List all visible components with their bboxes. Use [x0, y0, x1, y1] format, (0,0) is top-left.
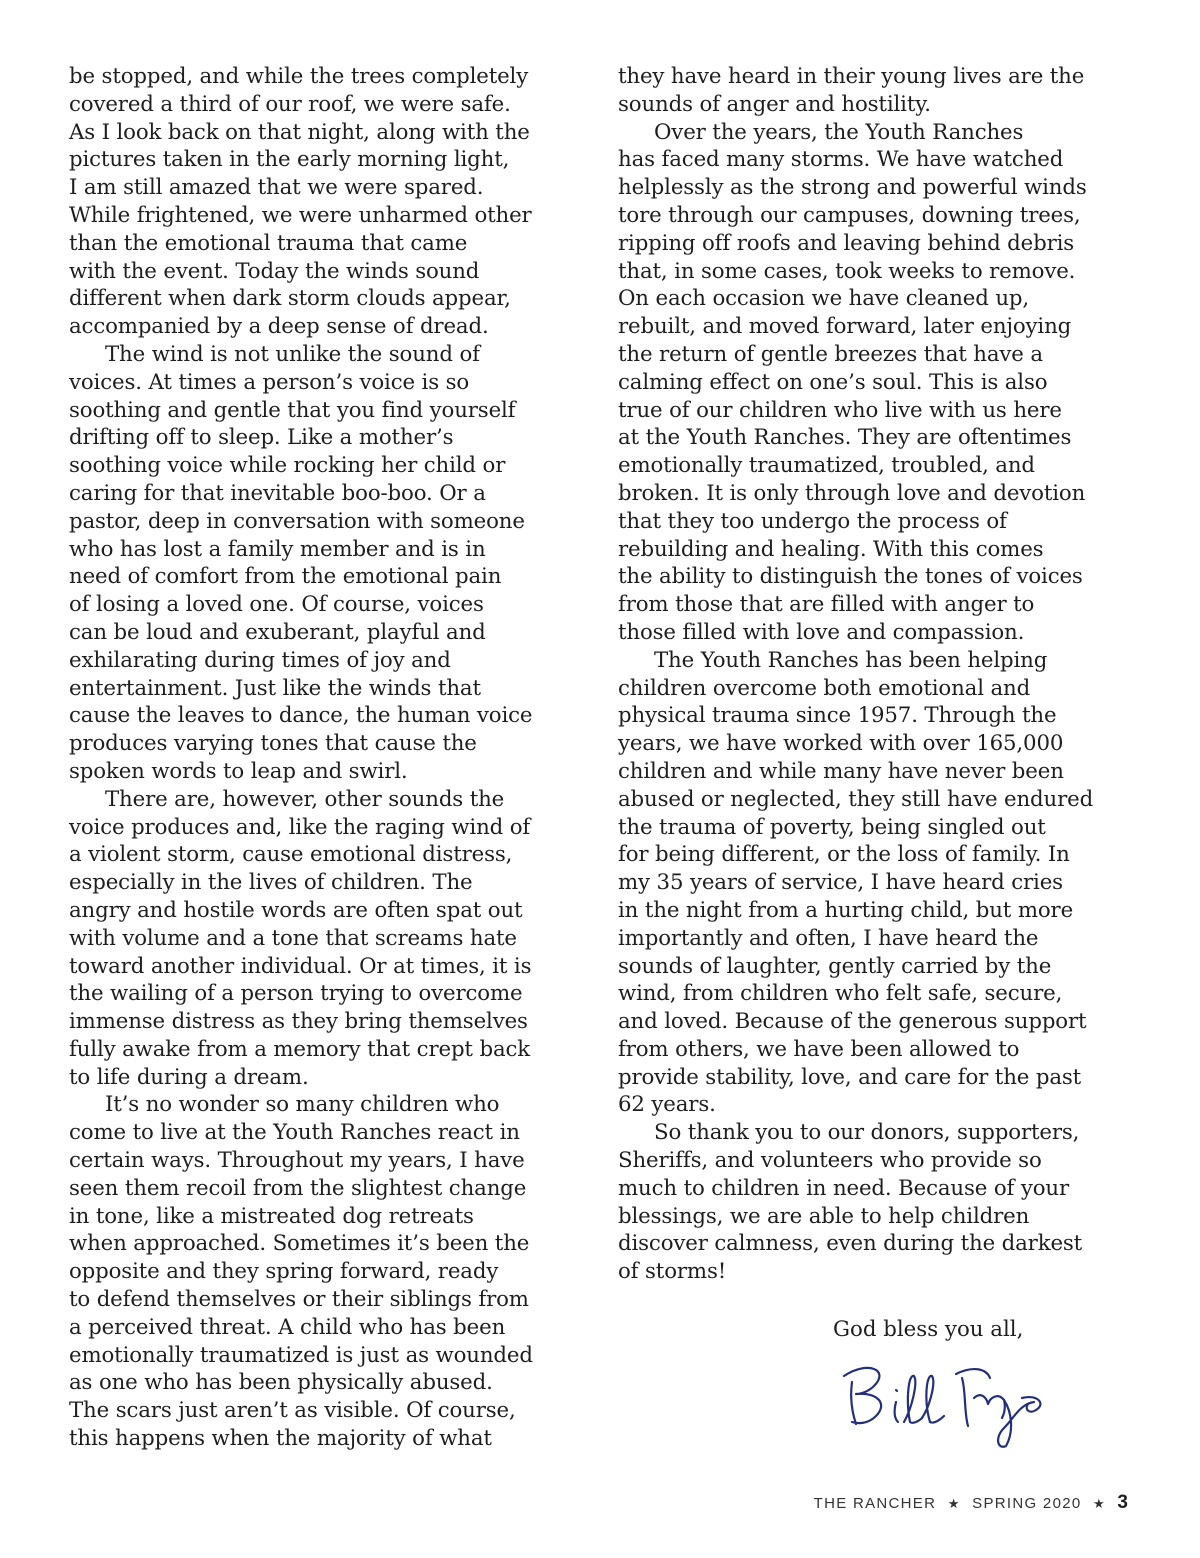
text-line: with the event. Today the winds sound [69, 258, 480, 284]
text-line: when approached. Sometimes it’s been the [69, 1231, 530, 1257]
publication-name: THE RANCHER [813, 1495, 937, 1512]
text-line: pastor, deep in conversation with someone [69, 508, 525, 534]
text-line: they have heard in their young lives are the [618, 64, 1085, 89]
text-line: toward another individual. Or at times, it is [69, 953, 532, 979]
text-line: certain ways. Throughout my years, I have [69, 1148, 525, 1174]
text-line: The scars just aren’t as visible. Of course, [69, 1398, 516, 1424]
text-line: a perceived threat. A child who has been [69, 1314, 506, 1340]
text-line: rebuilt, and moved forward, later enjoying [618, 314, 1072, 340]
text-line: So thank you to our donors, supporters, [654, 1120, 1080, 1146]
text-line: calming effect on one’s soul. This is also [618, 369, 1048, 395]
text-line: in tone, like a mistreated dog retreats [69, 1203, 474, 1229]
text-line: opposite and they spring forward, ready [69, 1259, 499, 1285]
text-line: as one who has been physically abused. [69, 1370, 493, 1396]
text-line: spoken words to leap and swirl. [69, 758, 408, 784]
text-line: that, in some cases, took weeks to remove. [618, 258, 1076, 284]
text-line: sounds of anger and hostility. [618, 91, 931, 117]
text-line: and loved. Because of the generous support [618, 1009, 1087, 1035]
text-line: especially in the lives of children. The [69, 870, 473, 896]
text-line: I am still amazed that we were spared. [69, 175, 484, 201]
text-line: provide stability, love, and care for the past [618, 1064, 1082, 1090]
text-line: to defend themselves or their siblings from [69, 1287, 529, 1313]
text-line: who has lost a family member and is in [69, 536, 486, 562]
text-line: rebuilding and healing. With this comes [618, 536, 1044, 562]
text-line: my 35 years of service, I have heard cries [618, 870, 1063, 896]
text-line: Over the years, the Youth Ranches [654, 119, 1024, 145]
text-line: tore through our campuses, downing trees, [618, 202, 1081, 228]
page-number: 3 [1117, 1492, 1128, 1513]
text-line: cause the leaves to dance, the human voice [69, 703, 533, 729]
text-line: children and while many have never been [618, 758, 1064, 784]
text-line: emotionally traumatized is just as wounded [69, 1342, 533, 1368]
text-line: covered a third of our roof, we were safe. [69, 91, 511, 117]
text-line: drifting off to sleep. Like a mother’s [69, 425, 454, 451]
text-line: blessings, we are able to help children [618, 1203, 1030, 1229]
text-line: entertainment. Just like the winds that [69, 675, 481, 701]
text-line: has faced many storms. We have watched [618, 147, 1064, 173]
text-line: As I look back on that night, along with the [69, 119, 530, 145]
text-line: produces varying tones that cause the [69, 731, 477, 757]
text-line: ripping off roofs and leaving behind debris [618, 230, 1075, 256]
text-line: The Youth Ranches has been helping [654, 647, 1048, 673]
text-line: soothing and gentle that you find yourself [69, 397, 516, 423]
text-line: fully awake from a memory that crept back [69, 1036, 531, 1062]
text-line: pictures taken in the early morning light, [69, 147, 510, 173]
text-line: that they too undergo the process of [618, 508, 1007, 534]
text-line: There are, however, other sounds the [105, 786, 505, 812]
text-line: much to children in need. Because of your [618, 1175, 1070, 1201]
issue-date: SPRING 2020 [972, 1495, 1082, 1512]
text-line: caring for that inevitable boo-boo. Or a [69, 480, 486, 506]
text-line: true of our children who live with us here [618, 397, 1062, 423]
star-icon: ★ [947, 1496, 961, 1511]
text-line: sounds of laughter, gently carried by the [618, 953, 1052, 979]
text-line: different when dark storm clouds appear, [69, 286, 511, 312]
text-line: angry and hostile words are often spat out [69, 897, 523, 923]
text-line: than the emotional trauma that came [69, 230, 468, 256]
text-line: need of comfort from the emotional pain [69, 564, 502, 590]
star-icon: ★ [1092, 1496, 1106, 1511]
text-line: physical trauma since 1957. Through the [618, 703, 1057, 729]
text-line: emotionally traumatized, troubled, and [618, 453, 1035, 479]
text-line: in the night from a hurting child, but more [618, 897, 1074, 923]
text-line: exhilarating during times of joy and [69, 647, 451, 673]
text-line: Sheriffs, and volunteers who provide so [618, 1148, 1042, 1174]
text-line: to life during a dream. [69, 1064, 309, 1090]
text-line: discover calmness, even during the darkest [618, 1231, 1083, 1257]
text-line: years, we have worked with over 165,000 [618, 731, 1064, 757]
text-line: a violent storm, cause emotional distress, [69, 842, 513, 868]
text-line: broken. It is only through love and devotion [618, 480, 1086, 506]
text-line: be stopped, and while the trees completely [69, 64, 529, 89]
text-line: abused or neglected, they still have endured [618, 786, 1094, 812]
text-line: for being different, or the loss of family. In [618, 842, 1070, 868]
text-line: with volume and a tone that screams hate [69, 925, 517, 951]
text-line: voice produces and, like the raging wind of [69, 814, 531, 840]
right-column [618, 63, 1143, 1286]
text-line: seen them recoil from the slightest change [69, 1175, 527, 1201]
text-line: On each occasion we have cleaned up, [618, 286, 1029, 312]
text-line: come to live at the Youth Ranches react in [69, 1120, 520, 1146]
text-line: wind, from children who felt safe, secure, [618, 981, 1063, 1007]
text-line: the wailing of a person trying to overcome [69, 981, 523, 1007]
text-line: voices. At times a person’s voice is so [69, 369, 470, 395]
text-line: at the Youth Ranches. They are oftentimes [618, 425, 1072, 451]
page-footer [700, 1492, 1128, 1518]
text-line: immense distress as they bring themselves [69, 1009, 528, 1035]
text-line: from others, we have been allowed to [618, 1036, 1020, 1062]
text-line: importantly and often, I have heard the [618, 925, 1039, 951]
text-line: the return of gentle breezes that have a [618, 341, 1043, 367]
text-line: helplessly as the strong and powerful winds [618, 175, 1087, 201]
text-line: It’s no wonder so many children who [105, 1092, 500, 1118]
text-line: of storms! [618, 1259, 727, 1285]
text-line: the trauma of poverty, being singled out [618, 814, 1046, 840]
text-line: this happens when the majority of what [69, 1426, 492, 1452]
closing-salutation: God bless you all, [833, 1317, 1024, 1342]
text-line: While frightened, we were unharmed other [69, 202, 532, 228]
text-line: soothing voice while rocking her child or [69, 453, 506, 479]
text-line: the ability to distinguish the tones of voices [618, 564, 1083, 590]
text-line: can be loud and exuberant, playful and [69, 619, 486, 645]
text-line: The wind is not unlike the sound of [105, 341, 480, 367]
signature-image [838, 1352, 1058, 1452]
text-line: 62 years. [618, 1092, 716, 1118]
text-line: those filled with love and compassion. [618, 619, 1025, 645]
left-column [69, 63, 589, 1453]
text-line: from those that are filled with anger to [618, 592, 1035, 618]
text-line: children overcome both emotional and [618, 675, 1031, 701]
text-line: accompanied by a deep sense of dread. [69, 314, 489, 340]
text-line: of losing a loved one. Of course, voices [69, 592, 484, 618]
